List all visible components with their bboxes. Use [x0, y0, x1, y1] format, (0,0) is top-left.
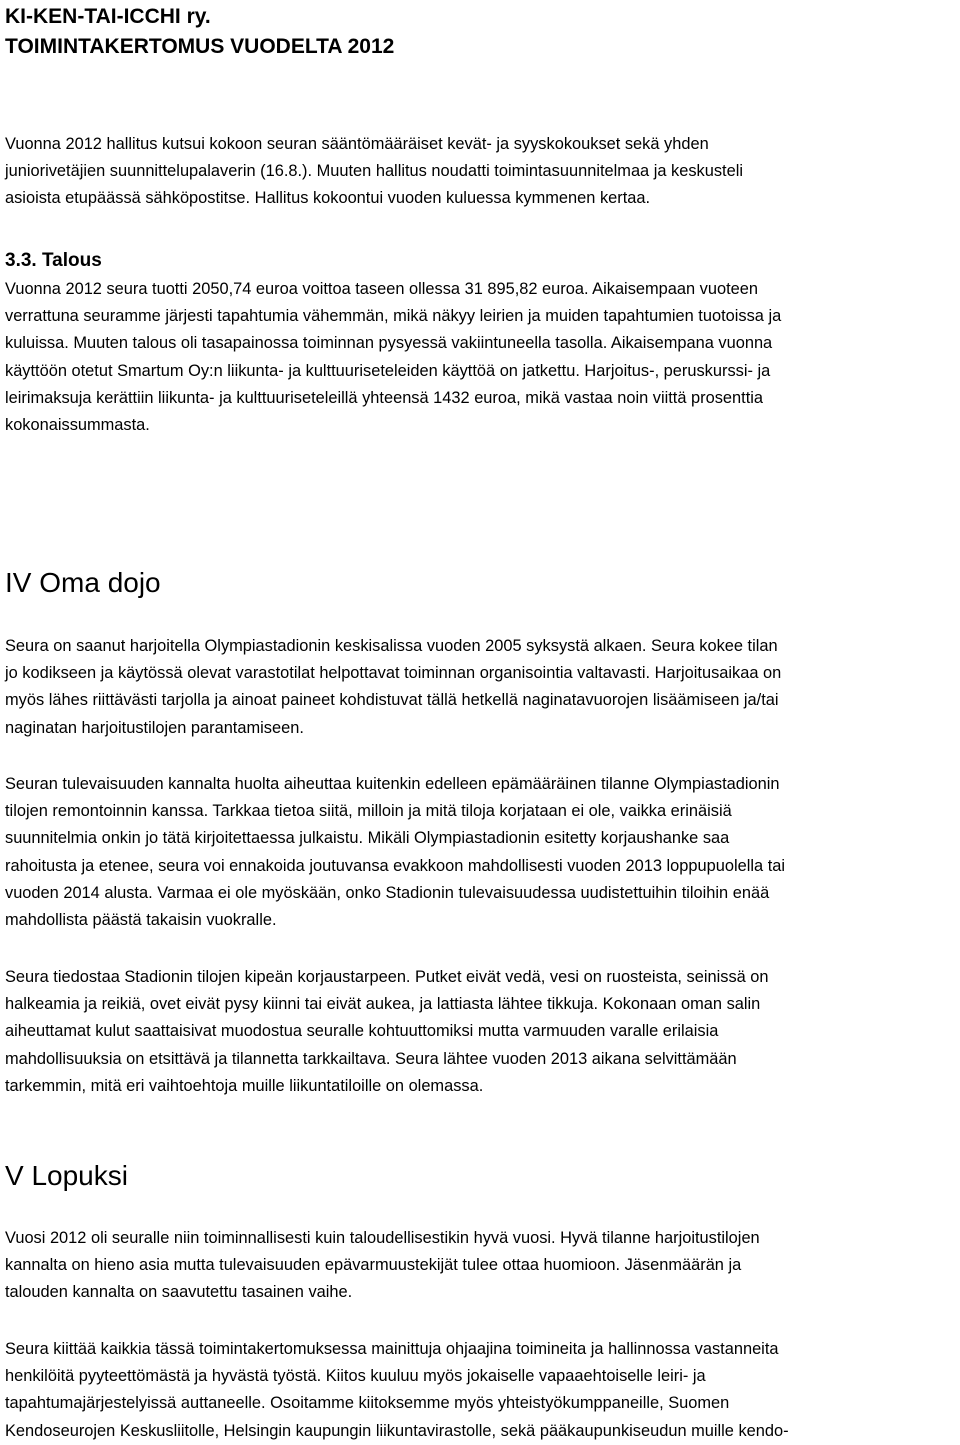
text-line: suunnitelmia onkin jo tätä kirjoitettaessa julkaistu. Mikäli Olympiastadionin esitetty korjaushanke saa: [5, 829, 730, 848]
text-line: myös lähes riittävästi tarjolla ja ainoat paineet kohdistuvat tällä hetkellä naginatavuorojen lisäämiseen ja/tai: [5, 691, 779, 710]
intro-paragraph: [5, 131, 955, 213]
lopuksi-paragraph-2: [5, 1336, 955, 1445]
text-line: kuluissa. Muuten talous oli tasapainossa toiminnan pysyessä vakiintuneella tasolla. Aikaisempana vuonna: [5, 334, 773, 353]
text-line: Seuran tulevaisuuden kannalta huolta aiheuttaa kuitenkin edelleen epämääräinen tilanne Olympiastadionin: [5, 775, 780, 793]
talous-paragraph: [5, 276, 955, 439]
organization-name: KI-KEN-TAI-ICCHI ry.: [5, 5, 211, 28]
text-line: käyttöön otetut Smartum Oy:n liikunta- ja kulttuuriseteleiden käyttöä on jatkettu. Harjoitus-, peruskurssi- ja: [5, 361, 771, 380]
text-line: leirimaksuja kerättiin liikunta- ja kulttuuriseteleillä yhteensä 1432 euroa, mikä vastaa noin viittä prosenttia: [5, 388, 764, 407]
text-line: Seura on saanut harjoitella Olympiastadionin keskisalissa vuoden 2005 syksystä alkaen. Seura kokee tilan: [5, 637, 778, 655]
report-title: TOIMINTAKERTOMUS VUODELTA 2012: [5, 35, 395, 58]
text-line: jo kodikseen ja käytössä olevat varastotilat helpottavat toiminnan organisointia valtavasti. Harjoitusaikaa on: [5, 664, 782, 683]
dojo-paragraph-1: [5, 633, 955, 742]
lopuksi-paragraph-1: [5, 1225, 955, 1307]
text-line: juniorivetäjien suunnittelupalaverin (16.8.). Muuten hallitus noudatti toimintasuunnitelmaa ja keskusteli: [5, 162, 744, 181]
text-line: kannalta on hieno asia mutta tulevaisuuden epävarmuustekijät tulee ottaa huomioon. Jäsenmäärän ja: [5, 1256, 742, 1275]
text-line: Kendoseurojen Keskusliitolle, Helsingin kaupungin liikuntavirastolle, sekä pääkaupunkiseudun muille kendo-: [5, 1421, 789, 1440]
section-heading-talous: 3.3. Talous: [5, 250, 102, 271]
text-line: verrattuna seuramme järjesti tapahtumia vähemmän, mikä näkyy leirien ja muiden tapahtumien tuotoissa ja: [5, 307, 782, 326]
dojo-paragraph-2: [5, 771, 955, 934]
text-line: Seura kiittää kaikkia tässä toimintakertomuksessa mainittuja ohjaajina toimineita ja hallinnossa vastanneita: [5, 1340, 779, 1358]
text-line: Vuonna 2012 seura tuotti 2050,74 euroa voittoa taseen ollessa 31 895,82 euroa. Aikaisempaan vuoteen: [5, 280, 759, 298]
text-line: tapahtumajärjestelyissä auttaneelle. Osoitamme kiitoksemme myös yhteistyökumppaneille, Suomen: [5, 1394, 730, 1413]
text-line: asioista etupäässä sähköpostitse. Hallitus kokoontui vuoden kuluessa kymmenen kertaa.: [5, 189, 651, 208]
text-line: naginatan harjoitustilojen parantamiseen.: [5, 718, 304, 737]
text-line: rahoitusta ja etenee, seura voi ennakoida joutuvansa evakkoon mahdollisesti vuoden 2013 loppupuolella tai: [5, 856, 786, 875]
section-heading-oma-dojo: IV Oma dojo: [5, 567, 161, 598]
section-heading-lopuksi: V Lopuksi: [5, 1160, 128, 1191]
text-line: kokonaissummasta.: [5, 416, 150, 435]
text-line: Vuonna 2012 hallitus kutsui kokoon seuran sääntömääräiset kevät- ja syyskokoukset sekä yhden: [5, 135, 709, 153]
text-line: talouden kannalta on saavutettu tasainen vaihe.: [5, 1283, 353, 1302]
text-line: mahdollisuuksia on etsittävä ja tilannetta tarkkailtava. Seura lähtee vuoden 2013 aikana selvittämään: [5, 1049, 737, 1068]
text-line: henkilöitä pyyteettömästä ja hyvästä työstä. Kiitos kuuluu myös jokaiselle vapaaehtoiselle leiri- ja: [5, 1367, 706, 1386]
text-line: vuoden 2014 alusta. Varmaa ei ole myöskään, onko Stadionin tulevaisuudessa uudistettuihin tiloihin enää: [5, 883, 770, 902]
text-line: Seura tiedostaa Stadionin tilojen kipeän korjaustarpeen. Putket eivät vedä, vesi on ruosteista, seinissä on: [5, 968, 769, 986]
text-line: aiheuttamat kulut saattaisivat muodostua seuralle kohtuuttomiksi mutta varmuuden varalle erilaisia: [5, 1022, 719, 1041]
text-line: tilojen remontoinnin kanssa. Tarkkaa tietoa siitä, milloin ja mitä tiloja korjataan ei ole, vaikka erinäisiä: [5, 802, 732, 821]
text-line: tarkemmin, mitä eri vaihtoehtoja muille liikuntatiloille on olemassa.: [5, 1076, 484, 1095]
text-line: Vuosi 2012 oli seuralle niin toiminnallisesti kuin taloudellisestikin hyvä vuosi. Hyvä tilanne harjoitustilojen: [5, 1229, 760, 1247]
text-line: mahdollista päästä takaisin vuokralle.: [5, 911, 277, 930]
text-line: halkeamia ja reikiä, ovet eivät pysy kiinni tai eivät aukea, ja lattiasta lähtee tikkuja. Kokonaan oman salin: [5, 995, 761, 1014]
dojo-paragraph-3: [5, 964, 955, 1100]
